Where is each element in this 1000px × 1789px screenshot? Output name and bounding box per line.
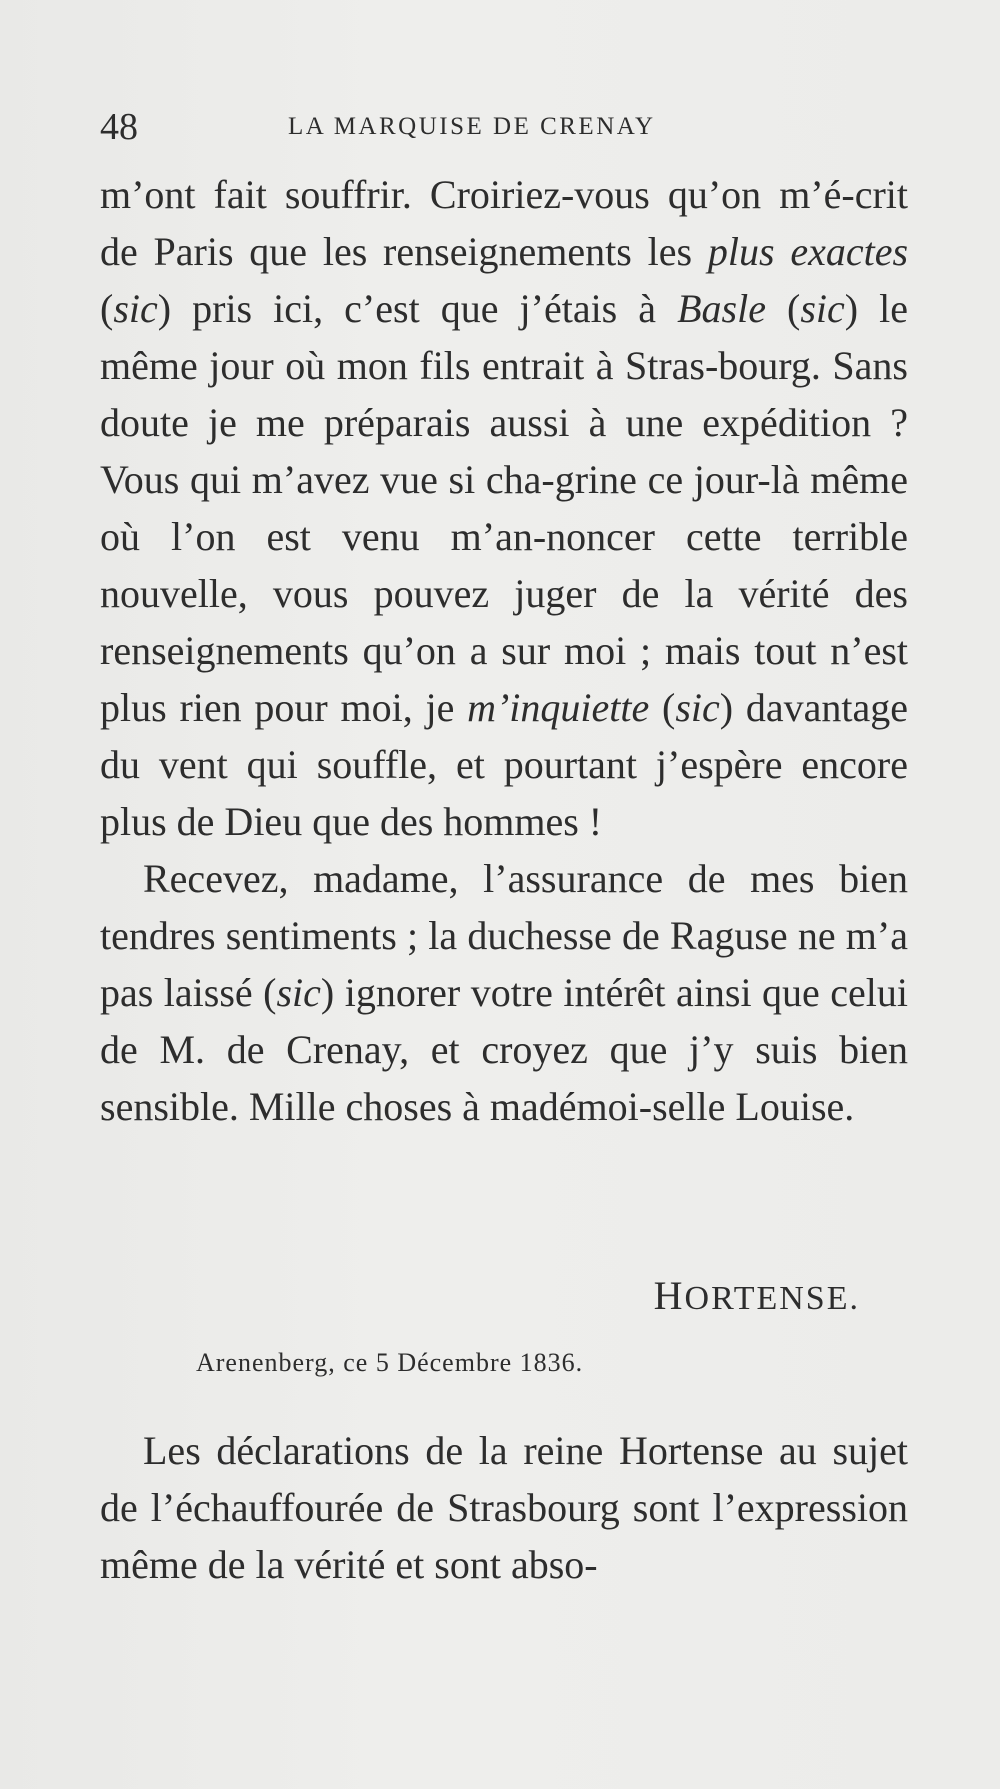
- text-run: ) ignorer votre intérêt ainsi que celui de M. de Crenay, et croyez que j’y suis bien sensible. Mille choses à madémoi-selle Louise.: [100, 970, 908, 1129]
- italic-run: sic: [675, 685, 720, 730]
- text-run: m’ont fait souffrir. Croiriez-vous qu’on m’é-crit de Paris que les renseignements les: [100, 172, 908, 274]
- running-head: LA MARQUISE DE CRENAY: [288, 113, 656, 140]
- text-run: ) pris ici, c’est que j’étais à: [157, 286, 678, 331]
- commentary-body: [100, 1422, 908, 1593]
- signature-initial: H: [653, 1273, 685, 1318]
- text-run: Recevez, madame, l’assurance de mes bien tendres sentiments ; la duchesse de Raguse ne m’a pas laissé (: [100, 856, 908, 1015]
- signature-rest: ORTENSE.: [684, 1280, 860, 1317]
- italic-run: sic: [800, 286, 845, 331]
- signature: [654, 1272, 860, 1319]
- letter-paragraph-1: [100, 166, 908, 850]
- text-run: ) le même jour où mon fils entrait à Stras-bourg. Sans doute je me préparais aussi à une expédition ? Vous qui m’avez vue si cha-grine ce jour-là même où l’on est venu m’an-noncer cette terrible nouvelle, vous pouvez juger de la vérité des renseignements qu’on a sur moi ; mais tout n’est plus rien pour moi, je: [100, 286, 908, 730]
- text-run: (: [100, 286, 114, 331]
- text-run: (: [765, 286, 801, 331]
- italic-run: m’inquiette: [467, 685, 650, 730]
- italic-run: plus exactes: [707, 229, 909, 274]
- dateline: Arenenberg, ce 5 Décembre 1836.: [196, 1348, 584, 1377]
- letter-body: [100, 166, 908, 1135]
- text-run: ) davantage du vent qui souffle, et pourtant j’espère encore plus de Dieu que des hommes !: [100, 685, 909, 844]
- commentary-paragraph: Les déclarations de la reine Hortense au sujet de l’échauffourée de Strasbourg sont l’expression même de la vérité et sont abso-: [100, 1428, 908, 1587]
- italic-run: Basle: [677, 286, 766, 331]
- italic-run: sic: [113, 286, 158, 331]
- text-run: (: [649, 685, 676, 730]
- italic-run: sic: [276, 970, 321, 1015]
- letter-paragraph-2: [100, 850, 908, 1135]
- page-number: 48: [100, 106, 138, 148]
- page-header: [100, 105, 900, 155]
